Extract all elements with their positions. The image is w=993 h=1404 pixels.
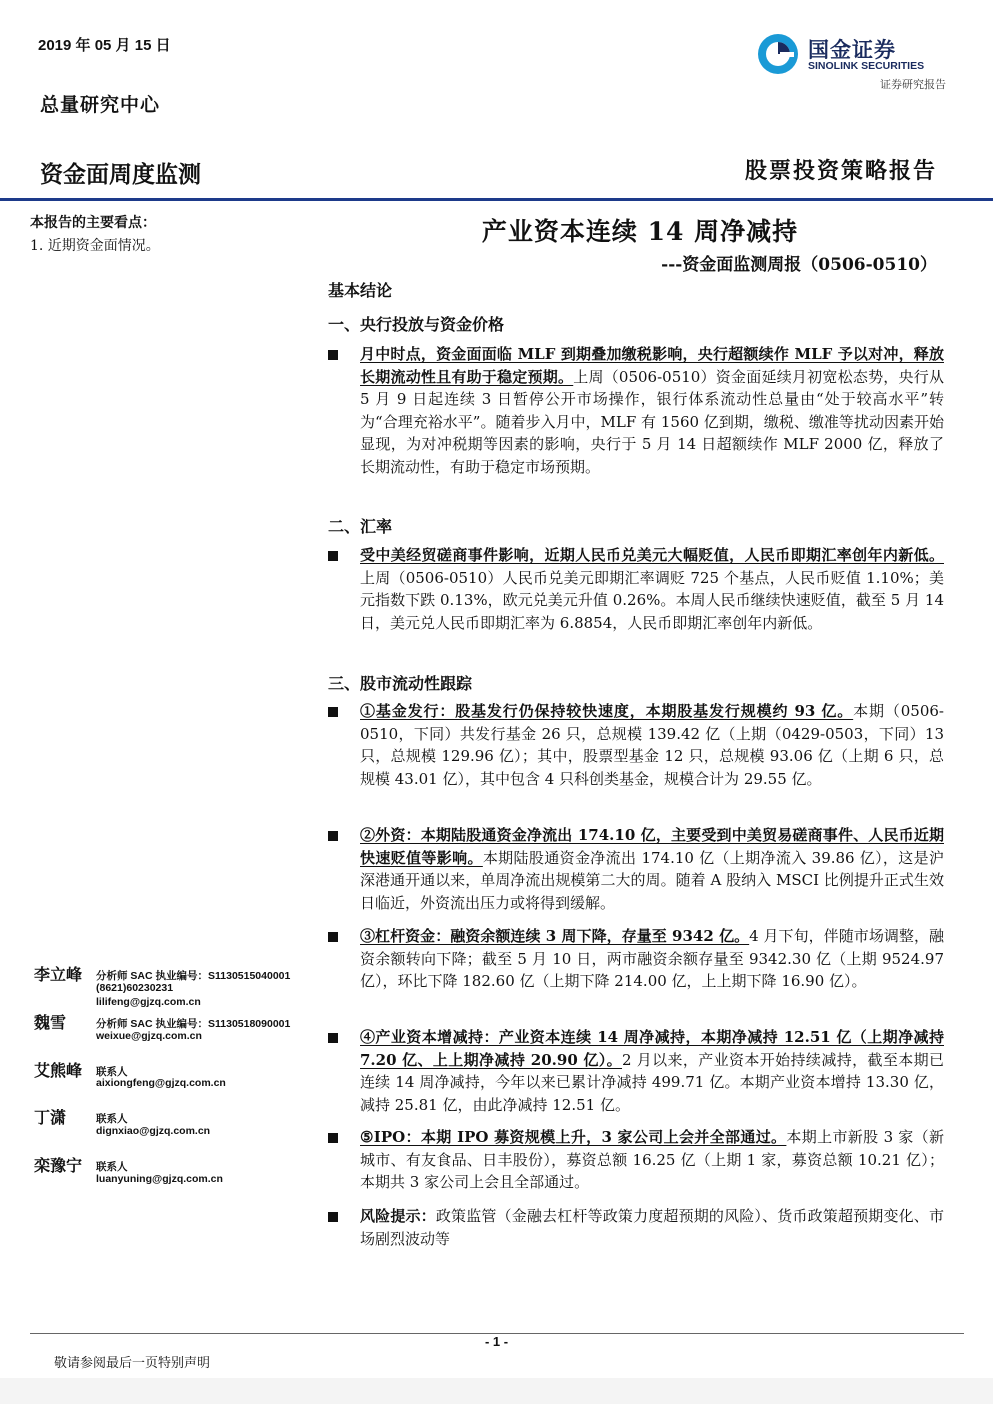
paragraph-highlight: ④产业资本增减持：产业资本连续 14 周净减持，本期净减持 12.51 亿（上期净减持 7.20 亿、上上期净减持 20.90 亿）。 [360, 1028, 944, 1069]
highlights-title: 本报告的主要看点： [30, 215, 156, 231]
basic-conclusion-heading: 基本结论 [328, 281, 393, 300]
analyst-name: 李立峰 [34, 965, 83, 984]
paragraph-text: 政策监管（金融去杠杆等政策力度超预期的风险）、货币政策超预期变化、市场剧烈波动等 [360, 1207, 944, 1248]
page-number: - 1 - [484, 1334, 509, 1349]
report-type: 股票投资策略报告 [744, 158, 937, 184]
analyst-name: 栾豫宁 [34, 1156, 83, 1175]
paragraph-highlight: ②外资：本期陆股通资金净流出 174.10 亿，主要受到中美贸易磋商事件、人民币近期快速贬值等影响。 [360, 826, 944, 867]
report-date: 2019 年 05 月 15 日 [38, 37, 171, 54]
section-heading: 二、汇率 [328, 517, 393, 536]
bullet-icon [328, 707, 338, 717]
report-subtitle: ---资金面监测周报（0506-0510） [661, 255, 937, 275]
paragraph-highlight: 受中美经贸磋商事件影响，近期人民币兑美元大幅贬值，人民币即期汇率创年内新低。 [360, 546, 944, 564]
paragraph [360, 700, 944, 790]
paragraph-text: 2 月以来，产业资本开始持续减持，截至本期已连续 14 周净减持，今年以来已累计净减持 499.71 亿。本期产业资本增持 13.30 亿，减持 25.81 亿，由此净减持 12.51 亿。 [360, 1050, 944, 1114]
analyst-name: 丁潇 [34, 1108, 67, 1127]
paragraph-text: 本期陆股通资金净流出 174.10 亿（上期净流入 39.86 亿），这是沪深港通开通以来，单周净流出规模第二大的周。随着 A 股纳入 MSCI 比例提升正式生效日临近，外资流出压力或将得到缓解。 [360, 848, 944, 912]
paragraph-text: 上周（0506-0510）资金面延续月初宽松态势，央行从 5 月 9 日起连续 3 日暂停公开市场操作，银行体系流动性总量由“处于较高水平”转为“合理充裕水平”。随着步入月中，MLF 有 1560 亿到期，缴税、缴准等扰动因素开始显现，为对冲税期等因素的影响，央行于 5 月 14 日超额续作 MLF 2000 亿，释放了长期流动性，有助于稳定市场预期。 [360, 367, 944, 476]
bullet-icon [328, 932, 338, 942]
analyst-role: 分析师 SAC 执业编号：S1130515040001 [96, 970, 291, 982]
analyst-role: 联系人 [96, 1113, 128, 1125]
paragraph-text: 本期（0506-0510，下同）共发行基金 26 只，总规模 139.42 亿（上期（0429-0503，下同）13 只，总规模 129.96 亿）；其中，股票型基金 12 只，总规模 93.06 亿（上期 6 只，总规模 43.01 亿），其中包含 4 只科创类基金，规模合计为 29.55 亿。 [360, 702, 944, 788]
analyst-email: lilifeng@gjzq.com.cn [96, 996, 201, 1008]
highlights-item: 1. 近期资金面情况。 [30, 238, 160, 254]
risk-paragraph [360, 1205, 944, 1250]
bullet-icon [328, 350, 338, 360]
company-logo [756, 30, 946, 100]
analyst-email: aixiongfeng@gjzq.com.cn [96, 1077, 226, 1089]
paragraph-highlight: ①基金发行：股基发行仍保持较快速度，本期股基发行规模约 93 亿。 [360, 702, 854, 720]
paragraph-text: 上周（0506-0510）人民币兑美元即期汇率调贬 725 个基点，人民币贬值 1.10%；美元指数下跌 0.13%，欧元兑美元升值 0.26%。本周人民币继续快速贬值，截至 5 月 14 日，美元兑人民币即期汇率为 6.8854，人民币即期汇率创年内新低。 [360, 568, 944, 632]
paragraph [360, 343, 944, 478]
paragraph [360, 1126, 944, 1194]
logo-subtitle: 证券研究报告 [880, 78, 946, 91]
bullet-icon [328, 1133, 338, 1143]
bullet-icon [328, 1033, 338, 1043]
risk-label: 风险提示： [360, 1207, 436, 1225]
analyst-name: 魏雪 [34, 1013, 67, 1032]
analyst-role: 联系人 [96, 1066, 128, 1078]
report-title: 产业资本连续 14 周净减持 [481, 217, 799, 246]
analyst-email: luanyuning@gjzq.com.cn [96, 1173, 223, 1185]
logo-name-cn: 国金证券 [808, 39, 896, 62]
bullet-icon [328, 831, 338, 841]
department-name: 总量研究中心 [40, 94, 161, 116]
paragraph [360, 544, 944, 634]
paragraph-highlight: ③杠杆资金：融资余额连续 3 周下降，存量至 9342 亿。 [360, 927, 750, 945]
analyst-name: 艾熊峰 [34, 1061, 83, 1080]
logo-mark-icon [756, 32, 800, 76]
paragraph [360, 1026, 944, 1116]
header-divider [0, 198, 993, 201]
page-bottom-band [0, 1378, 993, 1404]
paragraph-highlight: 月中时点，资金面面临 MLF 到期叠加缴税影响，央行超额续作 MLF 予以对冲，释放长期流动性且有助于稳定预期。 [360, 345, 944, 386]
paragraph-highlight: ⑤IPO：本期 IPO 募资规模上升，3 家公司上会并全部通过。 [360, 1128, 787, 1146]
analyst-role: 联系人 [96, 1161, 128, 1173]
logo-name-en: SINOLINK SECURITIES [808, 60, 925, 72]
paragraph [360, 925, 944, 993]
analyst-role: 分析师 SAC 执业编号：S1130518090001 [96, 1018, 291, 1030]
report-series: 资金面周度监测 [40, 161, 201, 187]
paragraph [360, 824, 944, 914]
paragraph-text: 4 月下旬，伴随市场调整，融资余额转向下降；截至 5 月 10 日，两市融资余额存量至 9342.30 亿（上期 9524.97 亿），环比下降 182.60 亿（上期下降 214.00 亿，上上期下降 16.90 亿）。 [360, 927, 944, 990]
section-heading: 三、股市流动性跟踪 [328, 674, 473, 693]
disclaimer-note: 敬请参阅最后一页特别声明 [54, 1356, 211, 1371]
paragraph-text: 本期上市新股 3 家（新城市、有友食品、日丰股份），募资总额 16.25 亿（上期 1 家，募资总额 10.21 亿）；本期共 3 家公司上会且全部通过。 [360, 1128, 944, 1191]
analyst-email: weixue@gjzq.com.cn [96, 1030, 202, 1042]
section-heading: 一、央行投放与资金价格 [328, 315, 505, 334]
analyst-email: dignxiao@gjzq.com.cn [96, 1125, 211, 1137]
bullet-icon [328, 1212, 338, 1222]
analyst-phone: (8621)60230231 [96, 982, 174, 994]
bullet-icon [328, 551, 338, 561]
